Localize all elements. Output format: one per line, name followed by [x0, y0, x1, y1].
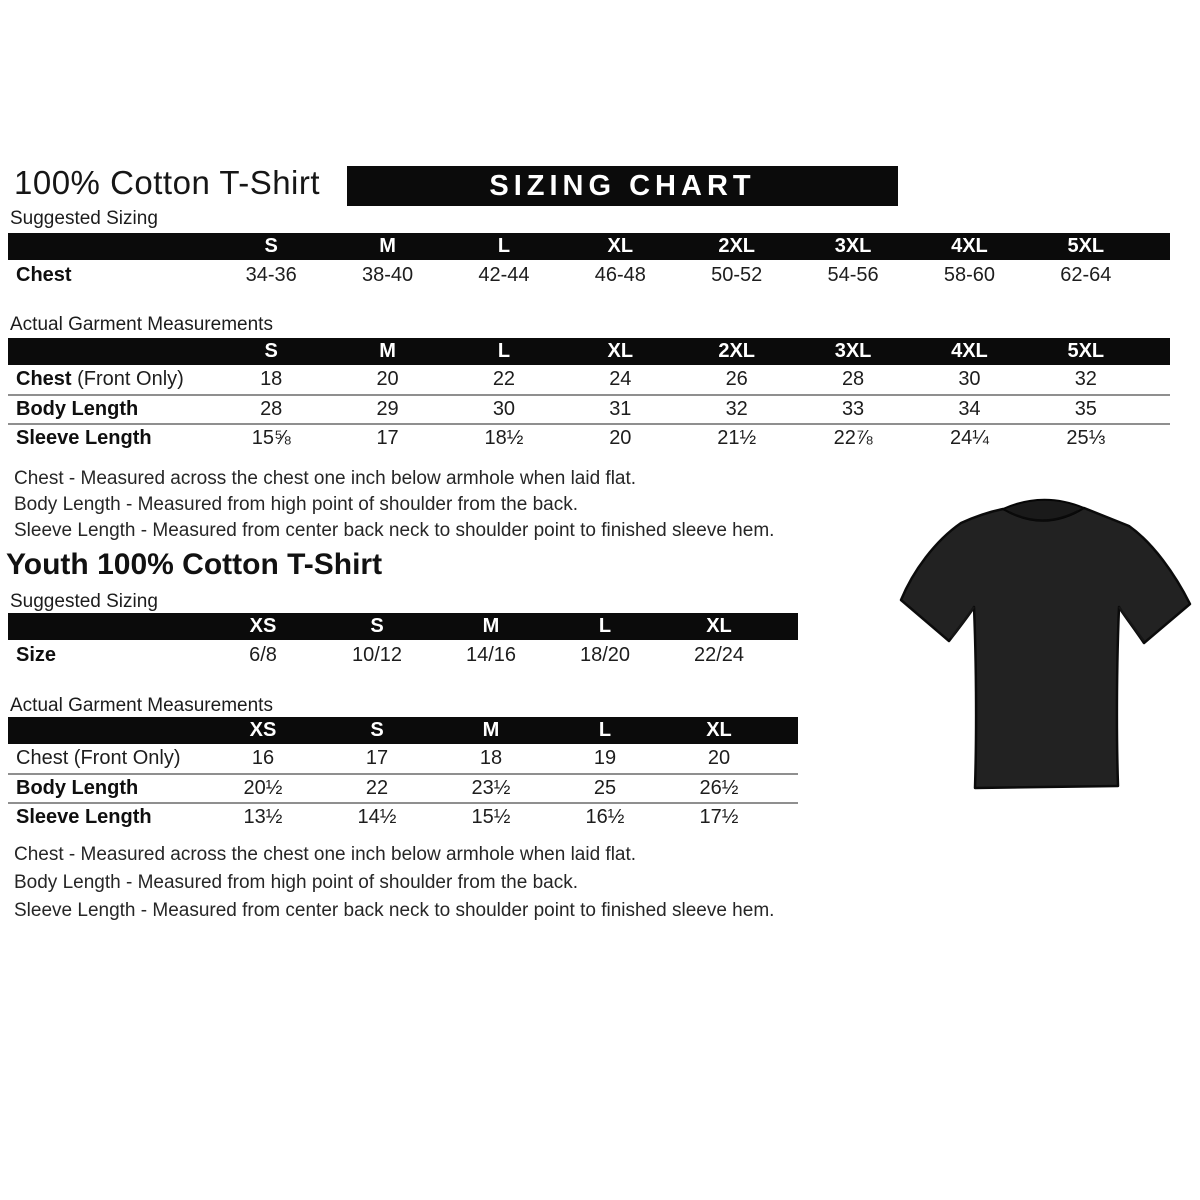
size-header-cell: 3XL — [834, 235, 872, 257]
value-cell: 62-64 — [1060, 263, 1112, 286]
size-header-cell: L — [598, 615, 612, 637]
value-cell: 32 — [725, 398, 748, 420]
value-cell: 34-36 — [245, 263, 297, 286]
value-cell: 10/12 — [351, 643, 403, 666]
size-header-cell: M — [482, 719, 500, 741]
value-cell: 18½ — [484, 427, 524, 449]
value-cell: 24¼ — [949, 427, 989, 449]
youth-actual-measurements-table — [8, 717, 798, 831]
value-cell: 22/24 — [693, 643, 745, 666]
size-header-cell: S — [264, 340, 278, 362]
value-cell: 14/16 — [465, 643, 517, 666]
size-header-cell: XS — [249, 719, 277, 741]
row-label: Chest (Front Only) — [16, 747, 181, 769]
size-header-cell: 4XL — [951, 340, 988, 362]
value-cell: 25⅓ — [1066, 427, 1106, 449]
size-header-cell: 2XL — [718, 340, 756, 362]
value-cell: 31 — [609, 398, 632, 420]
size-header-cell: L — [497, 235, 511, 257]
value-cell: 30 — [492, 398, 516, 420]
value-cell: 18 — [479, 747, 503, 769]
size-header-cell: XL — [607, 340, 634, 362]
value-cell: 58-60 — [943, 263, 996, 286]
value-cell: 29 — [376, 398, 399, 420]
size-header-cell: 3XL — [834, 340, 872, 362]
value-cell: 22⅞ — [833, 427, 873, 449]
value-cell: 33 — [841, 398, 865, 420]
value-cell: 22 — [492, 368, 516, 390]
size-header-cell: S — [370, 719, 384, 741]
value-cell: 54-56 — [827, 263, 879, 286]
value-cell: 25 — [593, 777, 617, 799]
value-cell: 20½ — [243, 777, 283, 799]
value-cell: 26½ — [699, 777, 739, 799]
value-cell: 46-48 — [594, 263, 646, 286]
banner-label: SIZING CHART — [489, 169, 756, 202]
size-header-cell: 4XL — [951, 235, 988, 257]
value-cell: 20 — [609, 427, 632, 449]
size-header-cell: XS — [249, 615, 277, 637]
row-label: Sleeve Length — [16, 806, 152, 828]
table-row — [8, 773, 798, 802]
size-header-cell: S — [370, 615, 384, 637]
tshirt-body-shape — [901, 508, 1190, 788]
value-cell: 21½ — [717, 427, 757, 449]
note-line: Sleeve Length - Measured from center back neck to shoulder point to finished sleeve hem. — [14, 520, 775, 541]
size-header-cell: L — [598, 719, 612, 741]
size-header-cell: L — [497, 340, 511, 362]
value-cell: 18 — [260, 368, 283, 390]
black-tshirt-image — [893, 483, 1195, 805]
value-cell: 18/20 — [579, 643, 631, 666]
size-header-cell: M — [379, 235, 396, 257]
value-cell: 42-44 — [478, 263, 530, 286]
value-cell: 17½ — [699, 806, 739, 828]
row-label: Chest — [16, 263, 72, 286]
size-header-cell: S — [264, 235, 278, 257]
size-header-cell: XL — [706, 719, 732, 741]
value-cell: 35 — [1074, 398, 1097, 420]
note-line: Body Length - Measured from high point of shoulder from the back. — [14, 872, 578, 893]
value-cell: 26 — [725, 368, 748, 390]
youth-actual-measurements-label: Actual Garment Measurements — [10, 695, 273, 716]
value-cell: 23½ — [471, 777, 511, 799]
row-label: Size — [16, 643, 57, 666]
youth-section-title: Youth 100% Cotton T-Shirt — [6, 548, 383, 581]
table-row — [8, 394, 1170, 423]
adult-measurement-notes — [14, 466, 774, 544]
adult-suggested-sizing-label: Suggested Sizing — [10, 208, 158, 229]
adult-actual-measurements-table — [8, 338, 1170, 452]
row-label: Body Length — [16, 777, 139, 799]
size-header-cell: XL — [607, 235, 634, 257]
value-cell: 16½ — [585, 806, 625, 828]
value-cell: 16 — [251, 747, 275, 769]
value-cell: 28 — [260, 398, 283, 420]
table-header-row — [8, 233, 1170, 260]
value-cell: 20 — [707, 747, 731, 769]
size-header-cell: 2XL — [718, 235, 756, 257]
value-cell: 22 — [365, 777, 389, 799]
sizing-chart-banner — [347, 166, 898, 206]
table-row — [8, 640, 798, 670]
size-header-cell: 5XL — [1067, 235, 1105, 257]
value-cell: 6/8 — [249, 643, 277, 666]
value-cell: 17 — [365, 747, 389, 769]
value-cell: 28 — [841, 368, 865, 390]
note-line: Chest - Measured across the chest one inch below armhole when laid flat. — [14, 468, 637, 489]
table-header-row — [8, 613, 798, 640]
table-row — [8, 260, 1170, 290]
adult-actual-measurements-label: Actual Garment Measurements — [10, 314, 273, 335]
table-row — [8, 365, 1170, 394]
row-label: Chest (Front Only) — [16, 368, 184, 390]
size-header-cell: 5XL — [1067, 340, 1105, 362]
value-cell: 13½ — [243, 806, 283, 828]
row-label: Body Length — [16, 398, 139, 420]
size-header-cell: M — [482, 615, 500, 637]
page-title: 100% Cotton T-Shirt — [14, 164, 321, 201]
note-line: Chest - Measured across the chest one inch below armhole when laid flat. — [14, 844, 637, 865]
value-cell: 19 — [593, 747, 617, 769]
table-row — [8, 744, 798, 773]
value-cell: 24 — [609, 368, 632, 390]
value-cell: 38-40 — [361, 263, 414, 286]
youth-measurement-notes — [14, 841, 774, 925]
value-cell: 17 — [376, 427, 399, 449]
size-header-cell: XL — [706, 615, 732, 637]
value-cell: 32 — [1074, 368, 1097, 390]
value-cell: 50-52 — [711, 263, 763, 286]
value-cell: 15½ — [471, 806, 511, 828]
value-cell: 14½ — [357, 806, 397, 828]
value-cell: 20 — [376, 368, 399, 390]
note-line: Sleeve Length - Measured from center back neck to shoulder point to finished sleeve hem. — [14, 900, 775, 921]
note-line: Body Length - Measured from high point of shoulder from the back. — [14, 494, 578, 515]
table-header-row — [8, 338, 1170, 365]
table-header-row — [8, 717, 798, 744]
youth-suggested-sizing-table — [8, 613, 798, 670]
value-cell: 30 — [958, 368, 981, 390]
youth-suggested-sizing-label: Suggested Sizing — [10, 591, 158, 612]
row-label: Sleeve Length — [16, 427, 152, 449]
adult-suggested-sizing-table — [8, 233, 1170, 290]
table-row — [8, 802, 798, 831]
table-row — [8, 423, 1170, 452]
size-header-cell: M — [379, 340, 396, 362]
value-cell: 34 — [958, 398, 981, 420]
value-cell: 15⅝ — [251, 427, 291, 449]
